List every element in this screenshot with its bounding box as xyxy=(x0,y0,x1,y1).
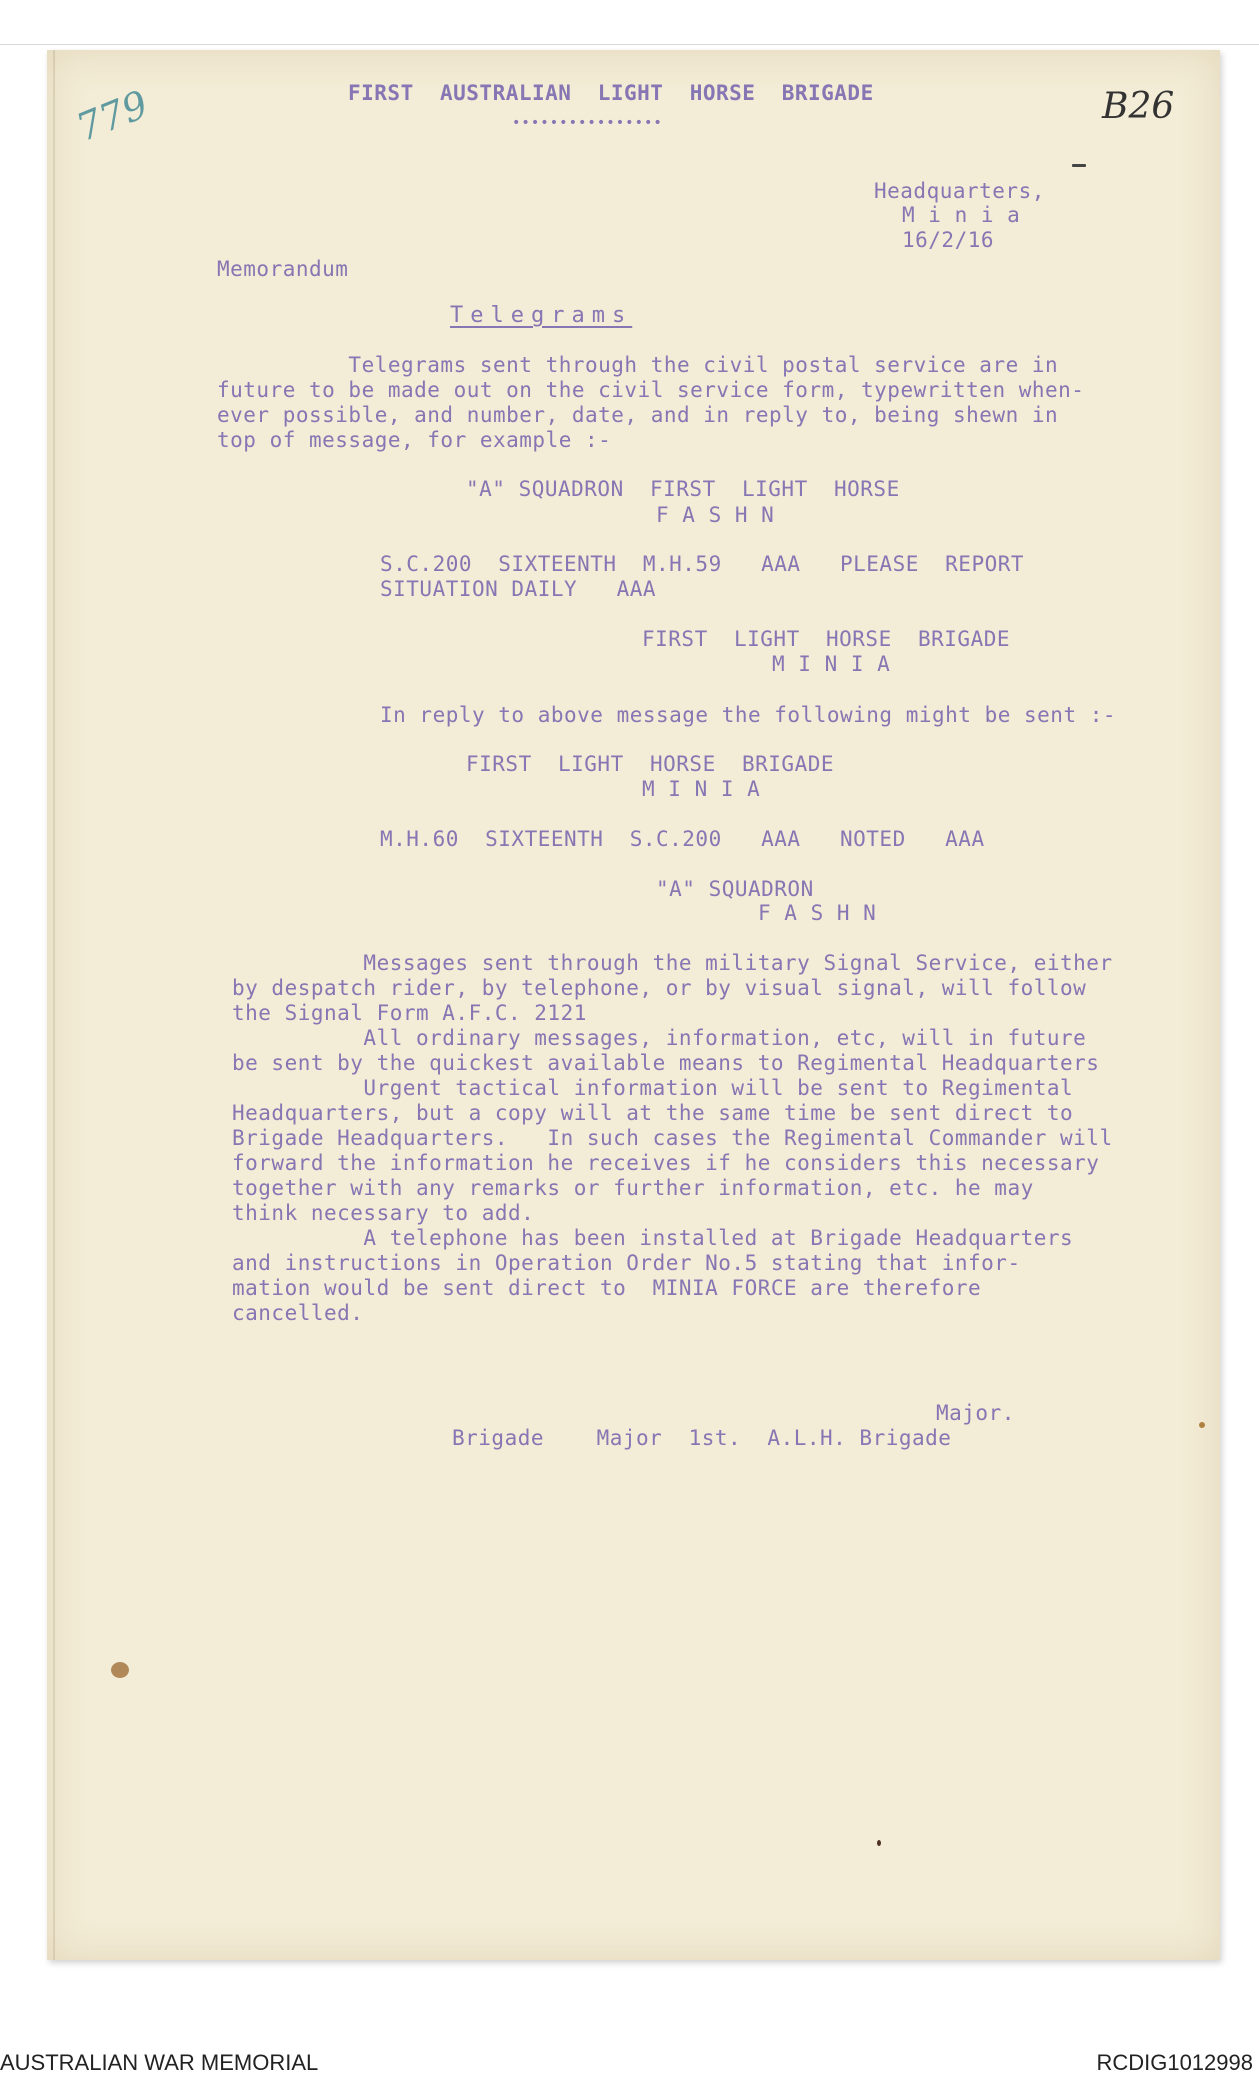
text-line: All ordinary messages, information, etc, will in future xyxy=(232,1026,1087,1050)
message-addressee-place: M I N I A xyxy=(642,777,761,801)
footer-record-id: RCDIG1012998 xyxy=(1096,2050,1253,2075)
text-line: be sent by the quickest available means to Regimental Headquarters xyxy=(232,1051,1100,1075)
message-addressee: FIRST LIGHT HORSE BRIGADE xyxy=(466,752,835,776)
message-sender: "A" SQUADRON xyxy=(656,877,814,901)
text-line: together with any remarks or further information, etc. he may xyxy=(232,1176,1034,1200)
message-body: S.C.200 SIXTEENTH M.H.59 AAA PLEASE REPORT xyxy=(380,552,1025,576)
message-addressee: "A" SQUADRON FIRST LIGHT HORSE xyxy=(466,477,900,501)
text-line: Messages sent through the military Signal Service, either xyxy=(232,951,1113,975)
text-line: forward the information he receives if he considers this necessary xyxy=(232,1151,1100,1175)
message-sender-place: F A S H N xyxy=(758,901,877,925)
page-top-rule xyxy=(0,44,1259,45)
text-line: Telegrams sent through the civil postal service are in xyxy=(217,353,1059,377)
footer-institution: AUSTRALIAN WAR MEMORIAL xyxy=(0,2050,319,2075)
text-line: Headquarters, but a copy will at the same time be sent direct to xyxy=(232,1101,1074,1125)
text-line: cancelled. xyxy=(232,1301,364,1325)
text-line: top of message, for example :- xyxy=(217,428,612,452)
hq-date: 16/2/16 xyxy=(902,228,995,252)
message-addressee-place: F A S H N xyxy=(656,503,775,527)
text-line: think necessary to add. xyxy=(232,1201,535,1225)
text-line: Urgent tactical information will be sent to Regimental xyxy=(232,1076,1074,1100)
message-sender: FIRST LIGHT HORSE BRIGADE xyxy=(642,627,1011,651)
signature-rank: Major. xyxy=(936,1401,1015,1425)
message-sender-place: M I N I A xyxy=(772,652,891,676)
text-line: ever possible, and number, date, and in reply to, being shewn in xyxy=(217,403,1059,427)
signature-line: Brigade Major 1st. A.L.H. Brigade xyxy=(452,1426,952,1450)
hq-line-1: Headquarters, xyxy=(874,179,1045,203)
memo-subject: Telegrams xyxy=(450,303,633,328)
stain-mark xyxy=(1072,164,1086,167)
text-line: Brigade Headquarters. In such cases the Regimental Commander will xyxy=(232,1126,1113,1150)
text-line: future to be made out on the civil service form, typewritten when- xyxy=(217,378,1085,402)
reply-intro: In reply to above message the following might be sent :- xyxy=(380,703,1117,727)
stain-mark xyxy=(1199,1422,1205,1428)
stain-mark xyxy=(111,1662,129,1678)
text-line: mation would be sent direct to MINIA FORCE are therefore xyxy=(232,1276,982,1300)
document-heading: FIRST AUSTRALIAN LIGHT HORSE BRIGADE xyxy=(348,81,874,105)
text-line: A telephone has been installed at Brigade Headquarters xyxy=(232,1226,1074,1250)
stain-mark xyxy=(877,1840,881,1846)
message-body: M.H.60 SIXTEENTH S.C.200 AAA NOTED AAA xyxy=(380,827,985,851)
document-sheet xyxy=(47,50,1220,1960)
archive-number: 779 xyxy=(70,82,155,150)
text-line: and instructions in Operation Order No.5 stating that infor- xyxy=(232,1251,1021,1275)
memo-type: Memorandum xyxy=(217,257,349,281)
text-line: by despatch rider, by telephone, or by visual signal, will follow xyxy=(232,976,1087,1000)
message-body: SITUATION DAILY AAA xyxy=(380,577,657,601)
folio-number: B26 xyxy=(1102,86,1175,127)
text-line: the Signal Form A.F.C. 2121 xyxy=(232,1001,587,1025)
hq-line-2: M i n i a xyxy=(902,203,1021,227)
heading-dot-rule: •••••••••••••••• xyxy=(512,115,663,131)
